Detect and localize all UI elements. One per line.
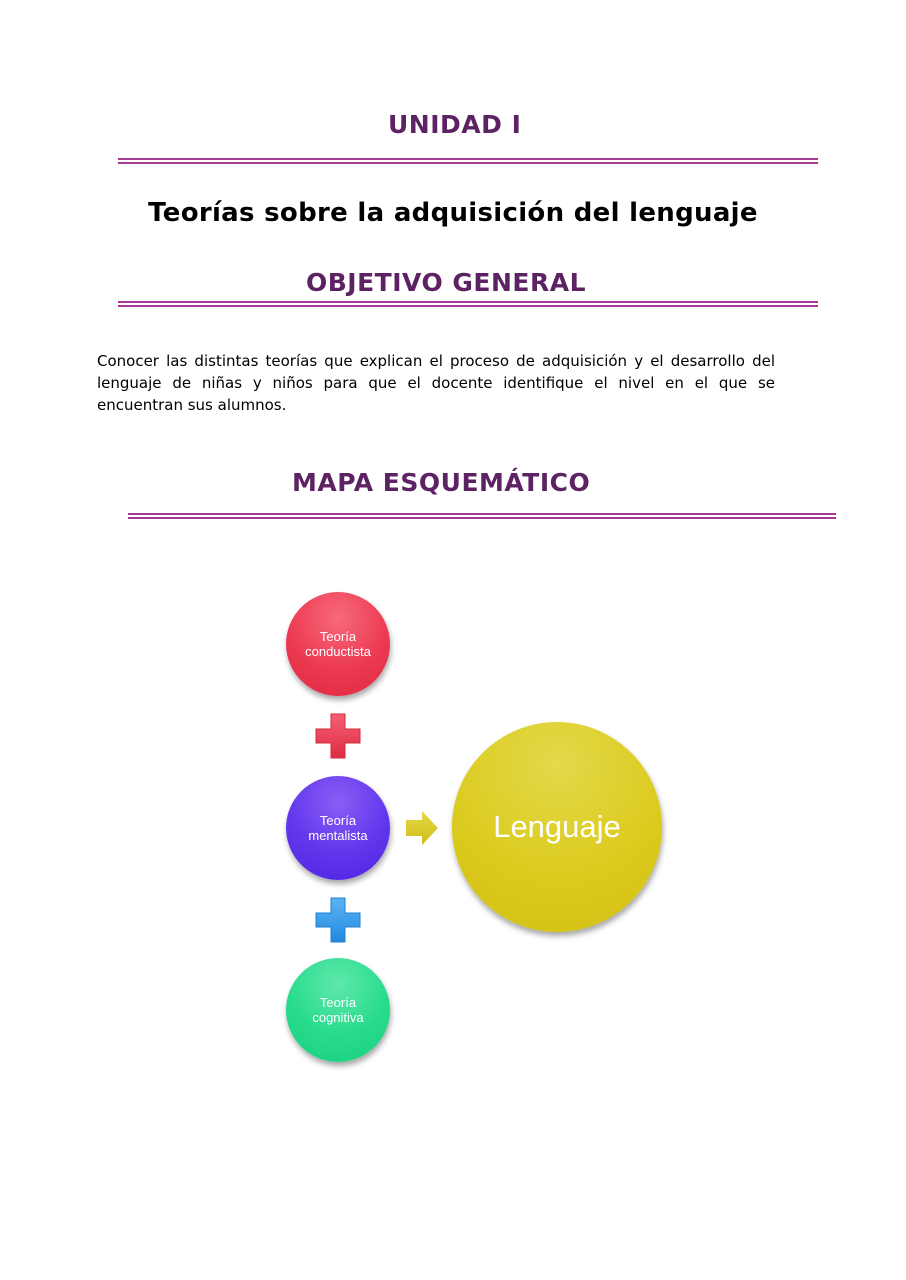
document-title: Teorías sobre la adquisición del lenguaje — [148, 198, 758, 228]
divider-rule — [118, 158, 818, 164]
plus-icon — [314, 712, 362, 760]
theory-label: Teoría cognitiva — [312, 995, 364, 1025]
theory-label: Teoría conductista — [305, 629, 371, 659]
theory-circle-cognitiva — [286, 958, 390, 1062]
theory-label: Teoría mentalista — [308, 813, 368, 843]
theory-circle-conductista — [286, 592, 390, 696]
arrow-right-icon — [404, 808, 440, 848]
result-circle-lenguaje — [452, 722, 662, 932]
divider-rule — [118, 301, 818, 307]
result-label: Lenguaje — [493, 809, 621, 844]
unit-heading: UNIDAD I — [388, 110, 522, 139]
objective-heading: OBJETIVO GENERAL — [306, 268, 587, 297]
theory-circle-mentalista — [286, 776, 390, 880]
plus-icon — [314, 896, 362, 944]
objective-paragraph: Conocer las distintas teorías que explican el proceso de adquisición y el desarrollo del lenguaje de niñas y niños para que el docente identifique el nivel en el que se encuentran sus alumnos. — [97, 352, 775, 414]
divider-rule — [128, 513, 836, 519]
map-heading: MAPA ESQUEMÁTICO — [292, 468, 591, 497]
